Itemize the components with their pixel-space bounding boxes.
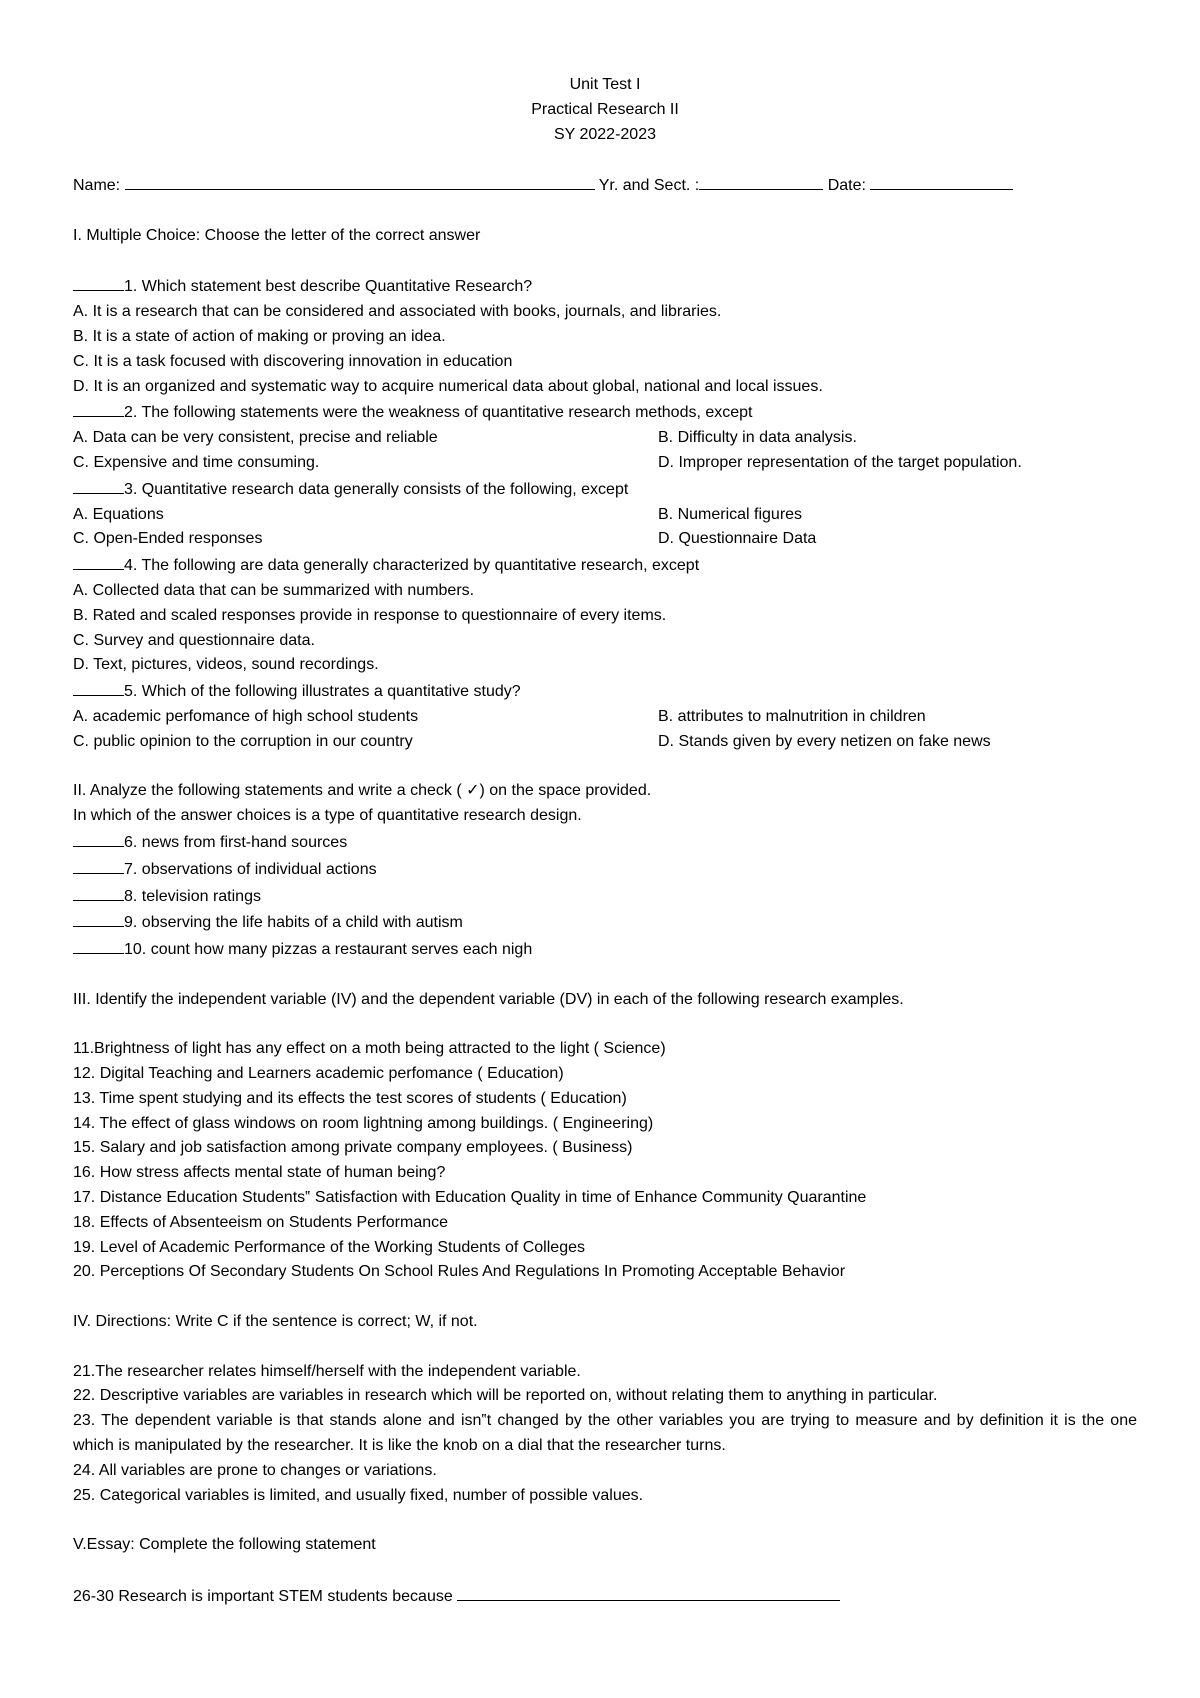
answer-blank[interactable] — [73, 678, 124, 696]
list-item: 17. Distance Education Students‟ Satisfaction with Education Quality in time of Enhance Community Quarantine — [73, 1189, 867, 1207]
list-item: 18. Effects of Absenteeism on Students Performance — [73, 1213, 449, 1231]
check-blank[interactable] — [73, 856, 124, 874]
choice: C. public opinion to the corruption in our country — [73, 732, 413, 750]
name-field[interactable] — [125, 172, 595, 190]
check-blank[interactable] — [73, 883, 124, 901]
choice-row — [73, 451, 1137, 476]
part2-subheading: In which of the answer choices is a type of quantitative research design. — [73, 807, 582, 825]
choice: B. It is a state of action of making or proving an idea. — [73, 327, 446, 345]
choice-row — [73, 730, 1137, 755]
check-item-text: 10. count how many pizzas a restaurant serves each nigh — [124, 941, 533, 959]
check-blank[interactable] — [73, 909, 124, 927]
choice-row — [73, 705, 1137, 730]
school-year: SY 2022-2023 — [553, 125, 656, 143]
check-item — [73, 829, 1137, 856]
part4-heading: IV. Directions: Write C if the sentence is correct; W, if not. — [73, 1313, 478, 1331]
choice: D. Stands given by every netizen on fake news — [658, 732, 991, 750]
choice: A. academic perfomance of high school students — [73, 707, 419, 725]
answer-blank[interactable] — [73, 476, 124, 494]
check-item-text: 8. television ratings — [124, 887, 261, 905]
question-2 — [73, 399, 1137, 426]
choice: C. Expensive and time consuming. — [73, 453, 320, 471]
statement-21: 21.The researcher relates himself/herself with the independent variable. — [73, 1362, 581, 1380]
question-stem: 3. Quantitative research data generally consists of the following, except — [124, 480, 629, 498]
check-item — [73, 883, 1137, 910]
question-5 — [73, 678, 1137, 705]
student-info-row — [73, 172, 1137, 199]
test-title: Unit Test I — [569, 76, 641, 93]
statement-24: 24. All variables are prone to changes or variations. — [73, 1461, 437, 1479]
date-field[interactable] — [870, 172, 1013, 190]
answer-blank[interactable] — [73, 399, 124, 417]
list-item: 20. Perceptions Of Secondary Students On School Rules And Regulations In Promoting Acceptable Behavior — [73, 1263, 846, 1281]
yr-sect-field[interactable] — [699, 172, 823, 190]
answer-blank[interactable] — [73, 273, 124, 291]
choice: B. Rated and scaled responses provide in response to questionnaire of every items. — [73, 606, 667, 624]
question-3 — [73, 476, 1137, 503]
list-item: 15. Salary and job satisfaction among private company employees. ( Business) — [73, 1139, 633, 1157]
check-item-text: 7. observations of individual actions — [124, 860, 377, 878]
test-page — [73, 73, 1137, 1610]
choice: D. Text, pictures, videos, sound recordings. — [73, 656, 379, 674]
statement-25: 25. Categorical variables is limited, and usually fixed, number of possible values. — [73, 1486, 644, 1504]
check-item-text: 6. news from first-hand sources — [124, 833, 348, 851]
question-stem: 1. Which statement best describe Quantitative Research? — [124, 278, 533, 296]
choice: A. Collected data that can be summarized with numbers. — [73, 581, 475, 599]
check-item — [73, 909, 1137, 936]
part2-heading: II. Analyze the following statements and write a check ( ✓) on the space provided. — [73, 782, 652, 800]
choice: C. Open-Ended responses — [73, 530, 263, 548]
date-label: Date: — [827, 177, 866, 195]
check-item — [73, 936, 1137, 963]
essay-question — [73, 1583, 1137, 1610]
list-item: 11.Brightness of light has any effect on a moth being attracted to the light ( Science) — [73, 1040, 666, 1058]
question-stem: 4. The following are data generally characterized by quantitative research, except — [124, 557, 700, 575]
answer-blank[interactable] — [73, 552, 124, 570]
question-4 — [73, 552, 1137, 579]
essay-answer-field[interactable] — [457, 1583, 840, 1601]
choice: D. Improper representation of the target population. — [658, 453, 1022, 471]
question-stem: 2. The following statements were the weakness of quantitative research methods, except — [124, 404, 753, 422]
name-label: Name: — [73, 177, 121, 195]
check-blank[interactable] — [73, 936, 124, 954]
question-stem: 5. Which of the following illustrates a quantitative study? — [124, 683, 521, 701]
part1-heading: I. Multiple Choice: Choose the letter of the correct answer — [73, 226, 481, 244]
list-item: 19. Level of Academic Performance of the Working Students of Colleges — [73, 1238, 585, 1256]
list-item: 13. Time spent studying and its effects the test scores of students ( Education) — [73, 1089, 627, 1107]
check-blank[interactable] — [73, 829, 124, 847]
question-1 — [73, 273, 1137, 300]
choice-row — [73, 503, 1137, 528]
subject-title: Practical Research II — [531, 100, 679, 118]
choice: B. Numerical figures — [658, 505, 803, 523]
choice: C. Survey and questionnaire data. — [73, 631, 315, 649]
choice: A. Equations — [73, 505, 164, 523]
choice: C. It is a task focused with discovering innovation in education — [73, 352, 513, 370]
check-item — [73, 856, 1137, 883]
statement-23: 23. The dependent variable is that stands alone and isn‟t changed by the other variables you are trying to measure and by definition it is the one which is manipulated by the researcher. It is like the knob on a dial that the researcher turns. — [73, 1412, 1137, 1455]
list-item: 12. Digital Teaching and Learners academic perfomance ( Education) — [73, 1065, 564, 1083]
choice-row — [73, 426, 1137, 451]
yr-sect-label: Yr. and Sect. : — [598, 177, 700, 195]
essay-prompt: 26-30 Research is important STEM students because — [73, 1587, 453, 1605]
list-item: 14. The effect of glass windows on room lightning among buildings. ( Engineering) — [73, 1114, 654, 1132]
choice: B. Difficulty in data analysis. — [658, 429, 857, 447]
part5-heading: V.Essay: Complete the following statement — [73, 1536, 376, 1554]
choice: A. It is a research that can be considered and associated with books, journals, and libraries. — [73, 303, 722, 321]
choice: A. Data can be very consistent, precise and reliable — [73, 429, 438, 447]
check-item-text: 9. observing the life habits of a child with autism — [124, 914, 463, 932]
list-item: 16. How stress affects mental state of human being? — [73, 1164, 446, 1182]
choice: D. Questionnaire Data — [658, 530, 817, 548]
choice: D. It is an organized and systematic way to acquire numerical data about global, national and local issues. — [73, 377, 823, 395]
choice-row — [73, 527, 1137, 552]
statement-22: 22. Descriptive variables are variables in research which will be reported on, without relating them to anything in particular. — [73, 1387, 938, 1405]
choice: B. attributes to malnutrition in children — [658, 707, 926, 725]
part3-heading: III. Identify the independent variable (IV) and the dependent variable (DV) in each of the following research examples. — [73, 990, 904, 1008]
